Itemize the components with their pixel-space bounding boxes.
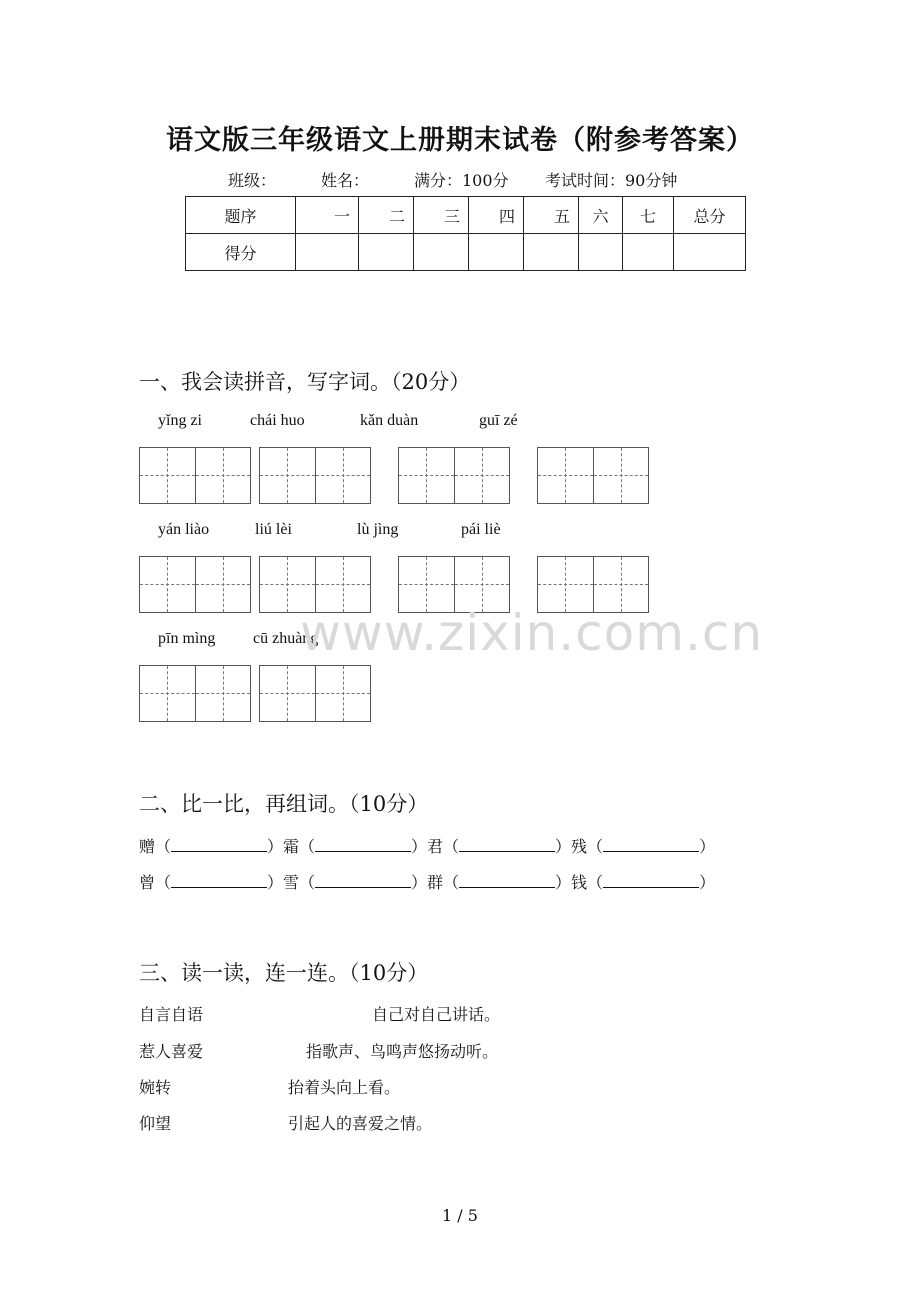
compare-row bbox=[139, 870, 715, 893]
writing-grid[interactable] bbox=[139, 556, 251, 613]
score-input-cell[interactable] bbox=[524, 234, 579, 271]
compare-char: ）钱（ bbox=[555, 873, 604, 892]
writing-grid[interactable] bbox=[259, 665, 371, 722]
table-cell: 六 bbox=[579, 197, 623, 234]
table-cell: 七 bbox=[623, 197, 674, 234]
answer-blank[interactable] bbox=[171, 873, 267, 888]
match-definition[interactable]: 指歌声、鸟鸣声悠扬动听。 bbox=[306, 1042, 499, 1061]
table-cell: 题序 bbox=[186, 197, 296, 234]
pinyin-label: yǐng zi bbox=[158, 412, 202, 429]
match-definition[interactable]: 引起人的喜爱之情。 bbox=[288, 1114, 433, 1133]
section1-heading: 一、我会读拼音，写字词。（20分） bbox=[139, 370, 471, 394]
table-cell: 总分 bbox=[674, 197, 746, 234]
compare-char: 曾（ bbox=[139, 873, 172, 892]
exam-title: 语文版三年级语文上册期末试卷（附参考答案） bbox=[166, 125, 754, 156]
match-definition[interactable]: 抬着头向上看。 bbox=[288, 1078, 401, 1097]
writing-grid[interactable] bbox=[259, 447, 371, 504]
compare-char: ）雪（ bbox=[267, 873, 316, 892]
match-definition[interactable]: 自己对自己讲话。 bbox=[372, 1005, 501, 1024]
writing-grid[interactable] bbox=[398, 447, 510, 504]
compare-char: ） bbox=[699, 873, 716, 892]
pinyin-label: cū zhuàng bbox=[253, 630, 319, 647]
table-row bbox=[186, 234, 746, 271]
pinyin-label: guī zé bbox=[479, 412, 518, 429]
writing-grid[interactable] bbox=[139, 447, 251, 504]
class-label: 班级： bbox=[228, 171, 277, 190]
score-input-cell[interactable] bbox=[359, 234, 414, 271]
pinyin-label: liú lèi bbox=[255, 521, 292, 538]
pinyin-label: kǎn duàn bbox=[360, 412, 419, 429]
table-row bbox=[186, 197, 746, 234]
score-input-cell[interactable] bbox=[469, 234, 524, 271]
match-term[interactable]: 婉转 bbox=[139, 1078, 172, 1097]
name-label: 姓名： bbox=[321, 171, 370, 190]
compare-row bbox=[139, 834, 715, 857]
table-cell: 一 bbox=[296, 197, 359, 234]
match-term[interactable]: 惹人喜爱 bbox=[139, 1042, 204, 1061]
answer-blank[interactable] bbox=[171, 837, 267, 852]
score-input-cell[interactable] bbox=[579, 234, 623, 271]
answer-blank[interactable] bbox=[459, 837, 555, 852]
table-cell: 五 bbox=[524, 197, 579, 234]
pinyin-label: pīn mìng bbox=[158, 630, 216, 647]
section2-heading: 二、比一比，再组词。（10分） bbox=[139, 792, 429, 816]
pinyin-label: chái huo bbox=[250, 412, 305, 429]
page-number: 1 / 5 bbox=[442, 1206, 478, 1225]
compare-char: ）残（ bbox=[555, 837, 604, 856]
answer-blank[interactable] bbox=[459, 873, 555, 888]
score-input-cell[interactable] bbox=[414, 234, 469, 271]
answer-blank[interactable] bbox=[315, 873, 411, 888]
pinyin-label: pái liè bbox=[461, 521, 501, 538]
table-cell: 得分 bbox=[186, 234, 296, 271]
match-term[interactable]: 自言自语 bbox=[139, 1005, 204, 1024]
full-score: 满分：100分 bbox=[414, 171, 509, 190]
score-input-cell[interactable] bbox=[296, 234, 359, 271]
match-term[interactable]: 仰望 bbox=[139, 1114, 172, 1133]
table-cell: 三 bbox=[414, 197, 469, 234]
writing-grid[interactable] bbox=[537, 447, 649, 504]
score-input-cell[interactable] bbox=[623, 234, 674, 271]
compare-char: ）君（ bbox=[411, 837, 460, 856]
compare-char: ） bbox=[699, 837, 716, 856]
compare-char: 赠（ bbox=[139, 837, 172, 856]
exam-time: 考试时间：90分钟 bbox=[545, 171, 678, 190]
compare-char: ）群（ bbox=[411, 873, 460, 892]
answer-blank[interactable] bbox=[315, 837, 411, 852]
writing-grid[interactable] bbox=[139, 665, 251, 722]
watermark: www.zixin.com.cn bbox=[300, 604, 764, 662]
pinyin-label: yán liào bbox=[158, 521, 210, 538]
answer-blank[interactable] bbox=[603, 873, 699, 888]
score-table bbox=[185, 196, 746, 271]
answer-blank[interactable] bbox=[603, 837, 699, 852]
score-input-cell[interactable] bbox=[674, 234, 746, 271]
pinyin-label: lù jìng bbox=[357, 521, 399, 538]
section3-heading: 三、读一读，连一连。（10分） bbox=[139, 961, 429, 985]
compare-char: ）霜（ bbox=[267, 837, 316, 856]
table-cell: 四 bbox=[469, 197, 524, 234]
table-cell: 二 bbox=[359, 197, 414, 234]
